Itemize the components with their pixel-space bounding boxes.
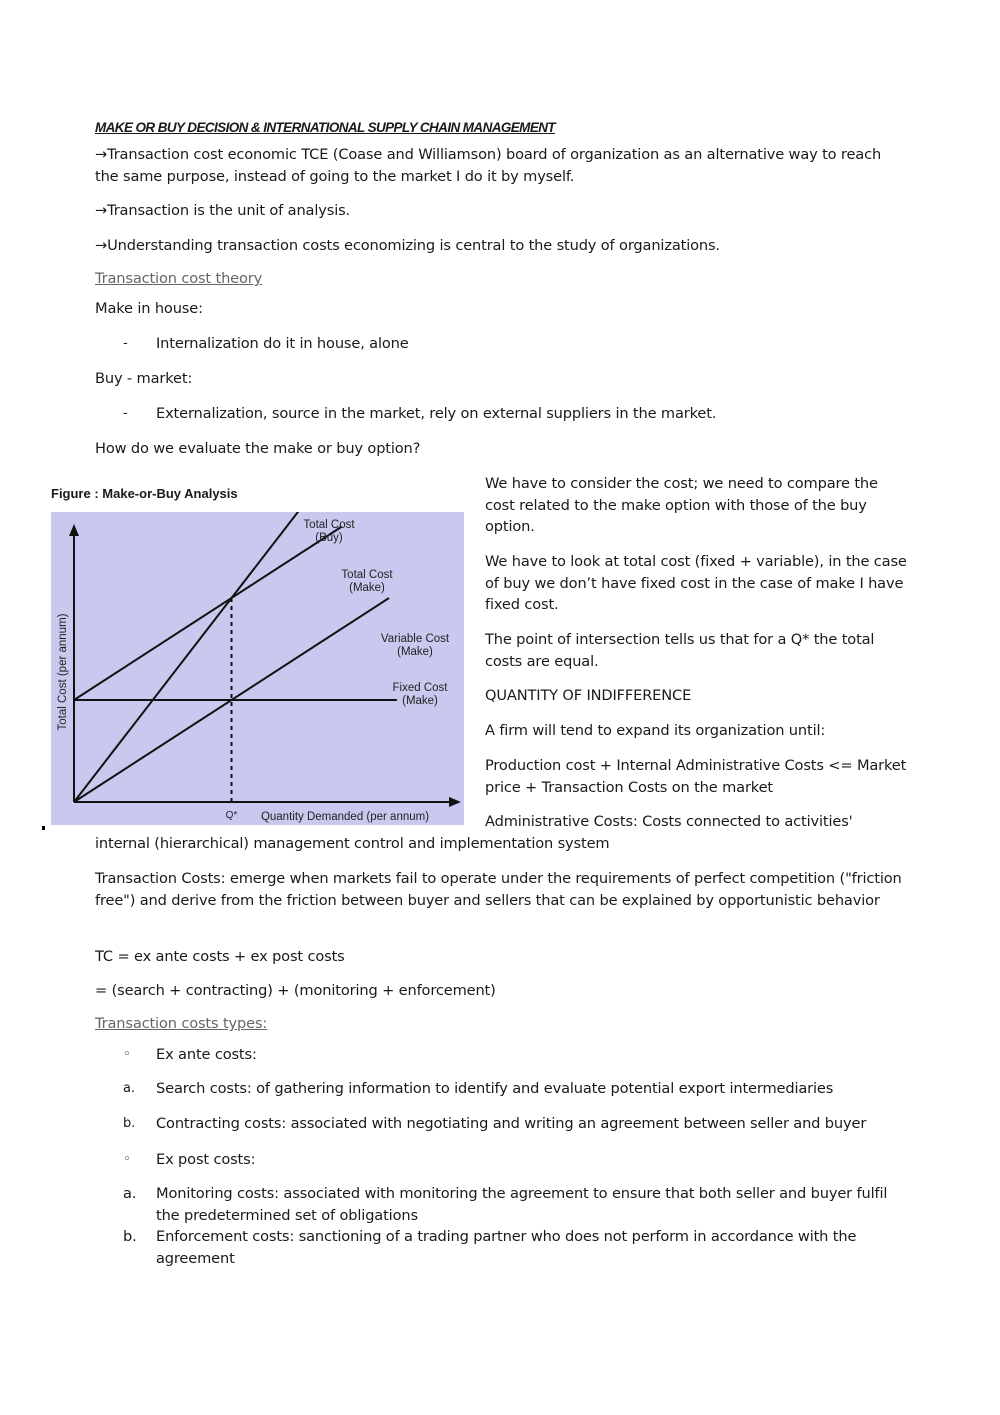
circle-bullet: ◦ bbox=[123, 1152, 131, 1167]
buy-item-text: Externalization, source in the market, rely on external suppliers in the market. bbox=[156, 405, 717, 422]
figure-title: Figure : Make-or-Buy Analysis bbox=[51, 486, 238, 501]
letter-marker: a. bbox=[123, 1185, 137, 1202]
x-axis-label: Quantity Demanded (per annum) bbox=[260, 811, 430, 823]
paragraph-inequality: Production cost + Internal Administrative Costs <= Market price + Transaction Costs on the market bbox=[485, 757, 907, 796]
series-label-2-line2: (Make) bbox=[349, 582, 385, 594]
monitoring-costs-text: Monitoring costs: associated with monitoring the agreement to ensure that both seller and buyer fulfil the predetermined set of obligations bbox=[156, 1185, 888, 1224]
y-axis-label: Total Cost (per annum) bbox=[57, 613, 69, 731]
dash-marker: - bbox=[123, 406, 128, 421]
contracting-costs-text: Contracting costs: associated with negotiating and writing an agreement between seller and buyer bbox=[156, 1115, 867, 1132]
paragraph-unit: →Transaction is the unit of analysis. bbox=[95, 202, 351, 219]
document-title: MAKE OR BUY DECISION & INTERNATIONAL SUPPLY CHAIN MANAGEMENT bbox=[95, 120, 556, 135]
paragraph-total-cost: We have to look at total cost (fixed + variable), in the case of buy we don’t have fixed cost in the case of make I have fixed cost. bbox=[485, 553, 907, 613]
make-in-house-label: Make in house: bbox=[95, 300, 203, 317]
dash-marker: - bbox=[123, 336, 128, 351]
letter-marker: a. bbox=[123, 1081, 135, 1096]
make-item-text: Internalization do it in house, alone bbox=[156, 335, 409, 352]
series-label-3-line1: Variable Cost bbox=[380, 633, 450, 645]
question-text: How do we evaluate the make or buy option? bbox=[95, 440, 421, 457]
paragraph-consider-cost: We have to consider the cost; we need to compare the cost related to the make option with those of the buy option. bbox=[485, 475, 878, 535]
series-label-1-line2: (Buy) bbox=[315, 532, 343, 544]
series-label-4-line2: (Make) bbox=[402, 695, 438, 707]
buy-market-label: Buy - market: bbox=[95, 370, 193, 387]
series-label-3-line2: (Make) bbox=[397, 646, 433, 658]
paragraph-indifference: QUANTITY OF INDIFFERENCE bbox=[485, 687, 692, 704]
search-costs-text: Search costs: of gathering information to identify and evaluate potential export intermediaries bbox=[156, 1080, 834, 1097]
letter-marker: b. bbox=[123, 1116, 136, 1131]
equation-expanded: = (search + contracting) + (monitoring + enforcement) bbox=[95, 982, 496, 999]
x-tick-label-qstar: Q* bbox=[225, 810, 238, 821]
enforcement-costs-text: Enforcement costs: sanctioning of a trading partner who does not perform in accordance with the agreement bbox=[156, 1228, 857, 1267]
paragraph-intersection: The point of intersection tells us that for a Q* the total costs are equal. bbox=[485, 631, 875, 670]
paragraph-admin-costs-end: internal (hierarchical) management control and implementation system bbox=[95, 835, 610, 852]
make-or-buy-chart bbox=[51, 512, 464, 825]
heading-transaction-costs-types: Transaction costs types: bbox=[95, 1015, 268, 1032]
series-label-4-line1: Fixed Cost bbox=[392, 682, 448, 694]
letter-marker: b. bbox=[123, 1228, 137, 1245]
stray-mark bbox=[42, 826, 45, 830]
equation-tc: TC = ex ante costs + ex post costs bbox=[95, 948, 345, 965]
chart-background bbox=[51, 512, 464, 825]
paragraph-economizing: →Understanding transaction costs economizing is central to the study of organizations. bbox=[95, 237, 720, 254]
paragraph-expand: A firm will tend to expand its organization until: bbox=[485, 722, 826, 739]
circle-bullet: ◦ bbox=[123, 1047, 131, 1062]
paragraph-admin-costs-start: Administrative Costs: Costs connected to activities' bbox=[485, 813, 853, 830]
series-label-2-line1: Total Cost bbox=[341, 569, 393, 581]
paragraph-transaction-costs: Transaction Costs: emerge when markets fail to operate under the requirements of perfect competition ("friction free") and derive from the friction between buyer and sellers that can be explained by opportunistic behavior bbox=[95, 870, 902, 909]
ex-ante-label: Ex ante costs: bbox=[156, 1046, 257, 1063]
heading-transaction-cost-theory: Transaction cost theory bbox=[95, 270, 263, 287]
series-label-1-line1: Total Cost bbox=[303, 519, 355, 531]
ex-post-label: Ex post costs: bbox=[156, 1151, 256, 1168]
paragraph-tce: →Transaction cost economic TCE (Coase and Williamson) board of organization as an alternative way to reach the same purpose, instead of going to the market I do it by myself. bbox=[95, 146, 882, 185]
